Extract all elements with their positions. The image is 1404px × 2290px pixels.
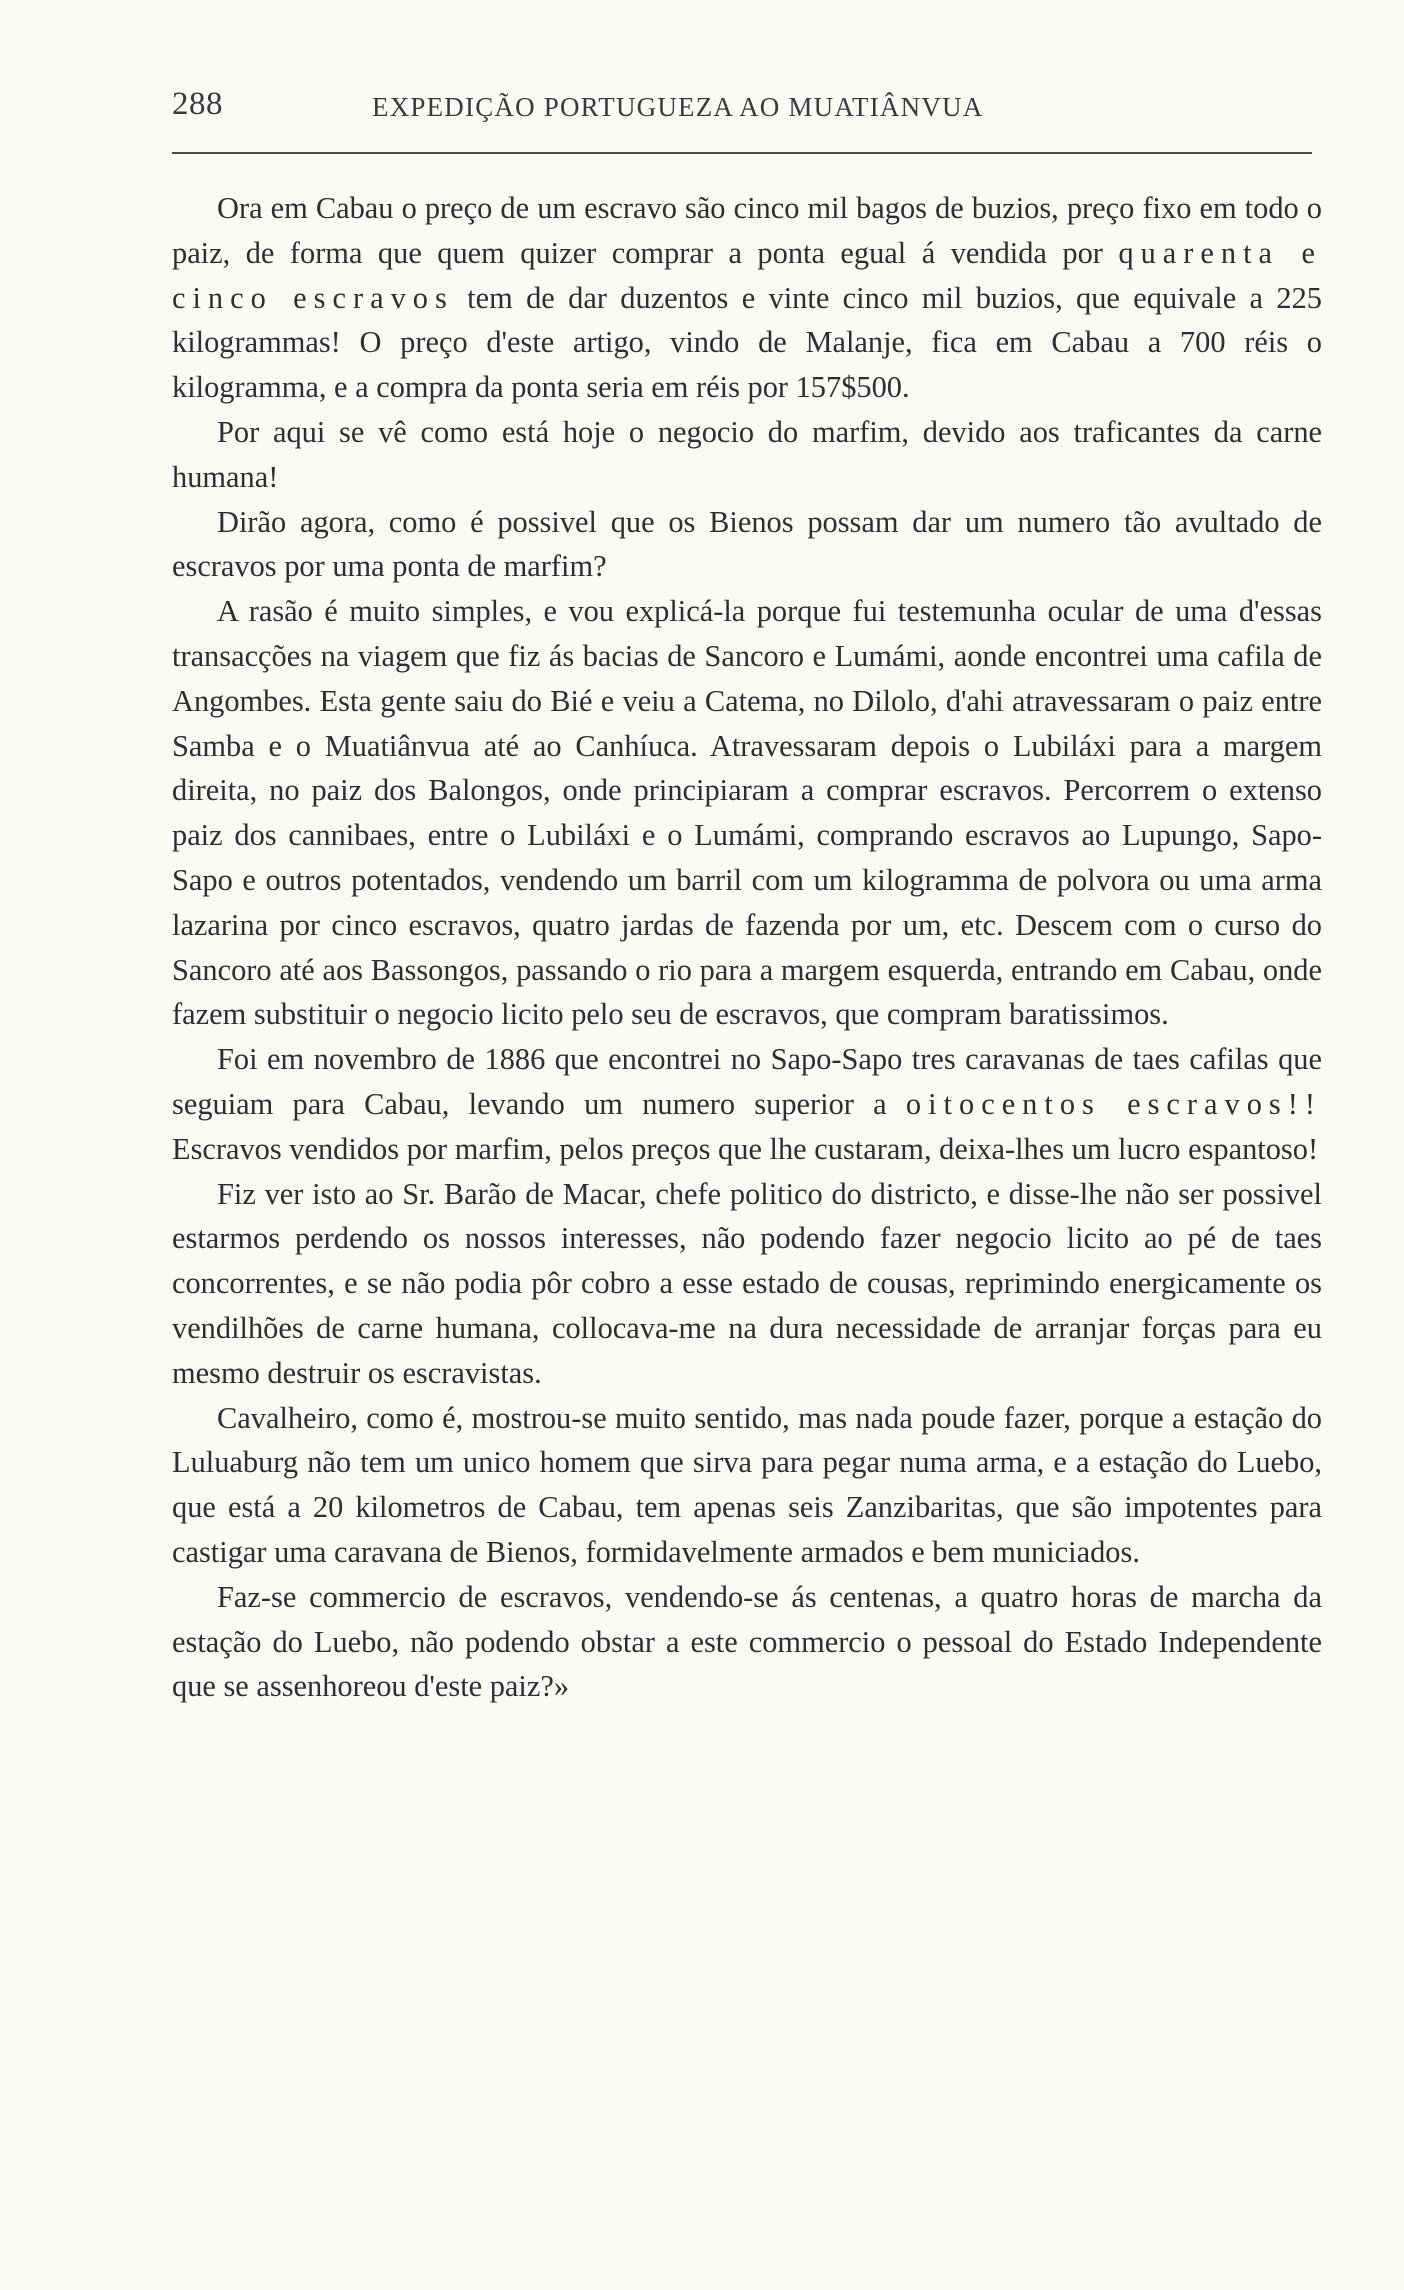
header-rule bbox=[172, 152, 1312, 154]
paragraph-text: Ora em Cabau o preço de um escravo são cinco mil bagos de buzios, preço fixo em todo o paiz, de forma que quem quizer comprar a ponta egual á vendida por bbox=[172, 191, 1322, 270]
spaced-emphasis: oitocentos escravos!! bbox=[905, 1086, 1322, 1121]
paragraph bbox=[172, 1037, 1322, 1171]
paragraph: Fiz ver isto ao Sr. Barão de Macar, chefe politico do districto, e disse-lhe não ser possivel estarmos perdendo os nossos interesses, não podendo fazer negocio licito ao pé de taes concorrentes, e se não podia pôr cobro a esse estado de cousas, reprimindo energicamente os vendilhões de carne humana, collocava-me na dura necessidade de arranjar forças para eu mesmo destruir os escravistas. bbox=[172, 1176, 1322, 1390]
running-title: EXPEDIÇÃO PORTUGUEZA AO MUATIÂNVUA bbox=[372, 92, 984, 122]
paragraph: Por aqui se vê como está hoje o negocio do marfim, devido aos traficantes da carne humana! bbox=[172, 414, 1322, 494]
paragraph: Dirão agora, como é possivel que os Bienos possam dar um numero tão avultado de escravos por uma ponta de marfim? bbox=[172, 504, 1322, 584]
paragraph-text: Foi em novembro de 1886 que encontrei no Sapo-Sapo tres caravanas de taes cafilas que seguiam para Cabau, levando um numero superior a bbox=[172, 1042, 1322, 1121]
paragraph bbox=[172, 186, 1322, 410]
page-number: 288 bbox=[172, 86, 223, 122]
paragraph: Cavalheiro, como é, mostrou-se muito sentido, mas nada poude fazer, porque a estação do Luluaburg não tem um unico homem que sirva para pegar numa arma, e a estação do Luebo, que está a 20 kilometros de Cabau, tem apenas seis Zanzibaritas, que são impotentes para castigar uma caravana de Bienos, formidavelmente armados e bem municiados. bbox=[172, 1400, 1322, 1569]
paragraph: Faz-se commercio de escravos, vendendo-se ás centenas, a quatro horas de marcha da estação do Luebo, não podendo obstar a este commercio o pessoal do Estado Independente que se assenhoreou d'este paiz?» bbox=[172, 1579, 1322, 1704]
body-text bbox=[172, 186, 1322, 1709]
page-header bbox=[172, 86, 1317, 134]
spaced-emphasis: quarenta e cinco escravos bbox=[172, 235, 1322, 315]
paragraph: A rasão é muito simples, e vou explicá-la porque fui testemunha ocular de uma d'essas transacções na viagem que fiz ás bacias de Sancoro e Lumámi, aonde encontrei uma cafila de Angombes. Esta gente saiu do Bié e veiu a Catema, no Dilolo, d'ahi atravessaram o paiz entre Samba e o Muatiânvua até ao Canhíuca. Atravessaram depois o Lubiláxi para a margem direita, no paiz dos Balongos, onde principiaram a comprar escravos. Percorrem o extenso paiz dos cannibaes, entre o Lubiláxi e o Lumámi, comprando escravos ao Lupungo, Sapo-Sapo e outros potentados, vendendo um barril com um kilogramma de polvora ou uma arma lazarina por cinco escravos, quatro jardas de fazenda por um, etc. Descem com o curso do Sancoro até aos Bassongos, passando o rio para a margem esquerda, entrando em Cabau, onde fazem substituir o negocio licito pelo seu de escravos, que compram baratissimos. bbox=[172, 594, 1322, 1032]
paragraph-text: Escravos vendidos por marfim, pelos preços que lhe custaram, deixa-lhes um lucro espantoso! bbox=[172, 1131, 1319, 1166]
paragraph-text: tem de dar duzentos e vinte cinco mil buzios, que equivale a 225 kilogrammas! O preço d'este artigo, vindo de Malanje, fica em Cabau a 700 réis o kilogramma, e a compra da ponta seria em réis por 157$500. bbox=[172, 280, 1322, 405]
